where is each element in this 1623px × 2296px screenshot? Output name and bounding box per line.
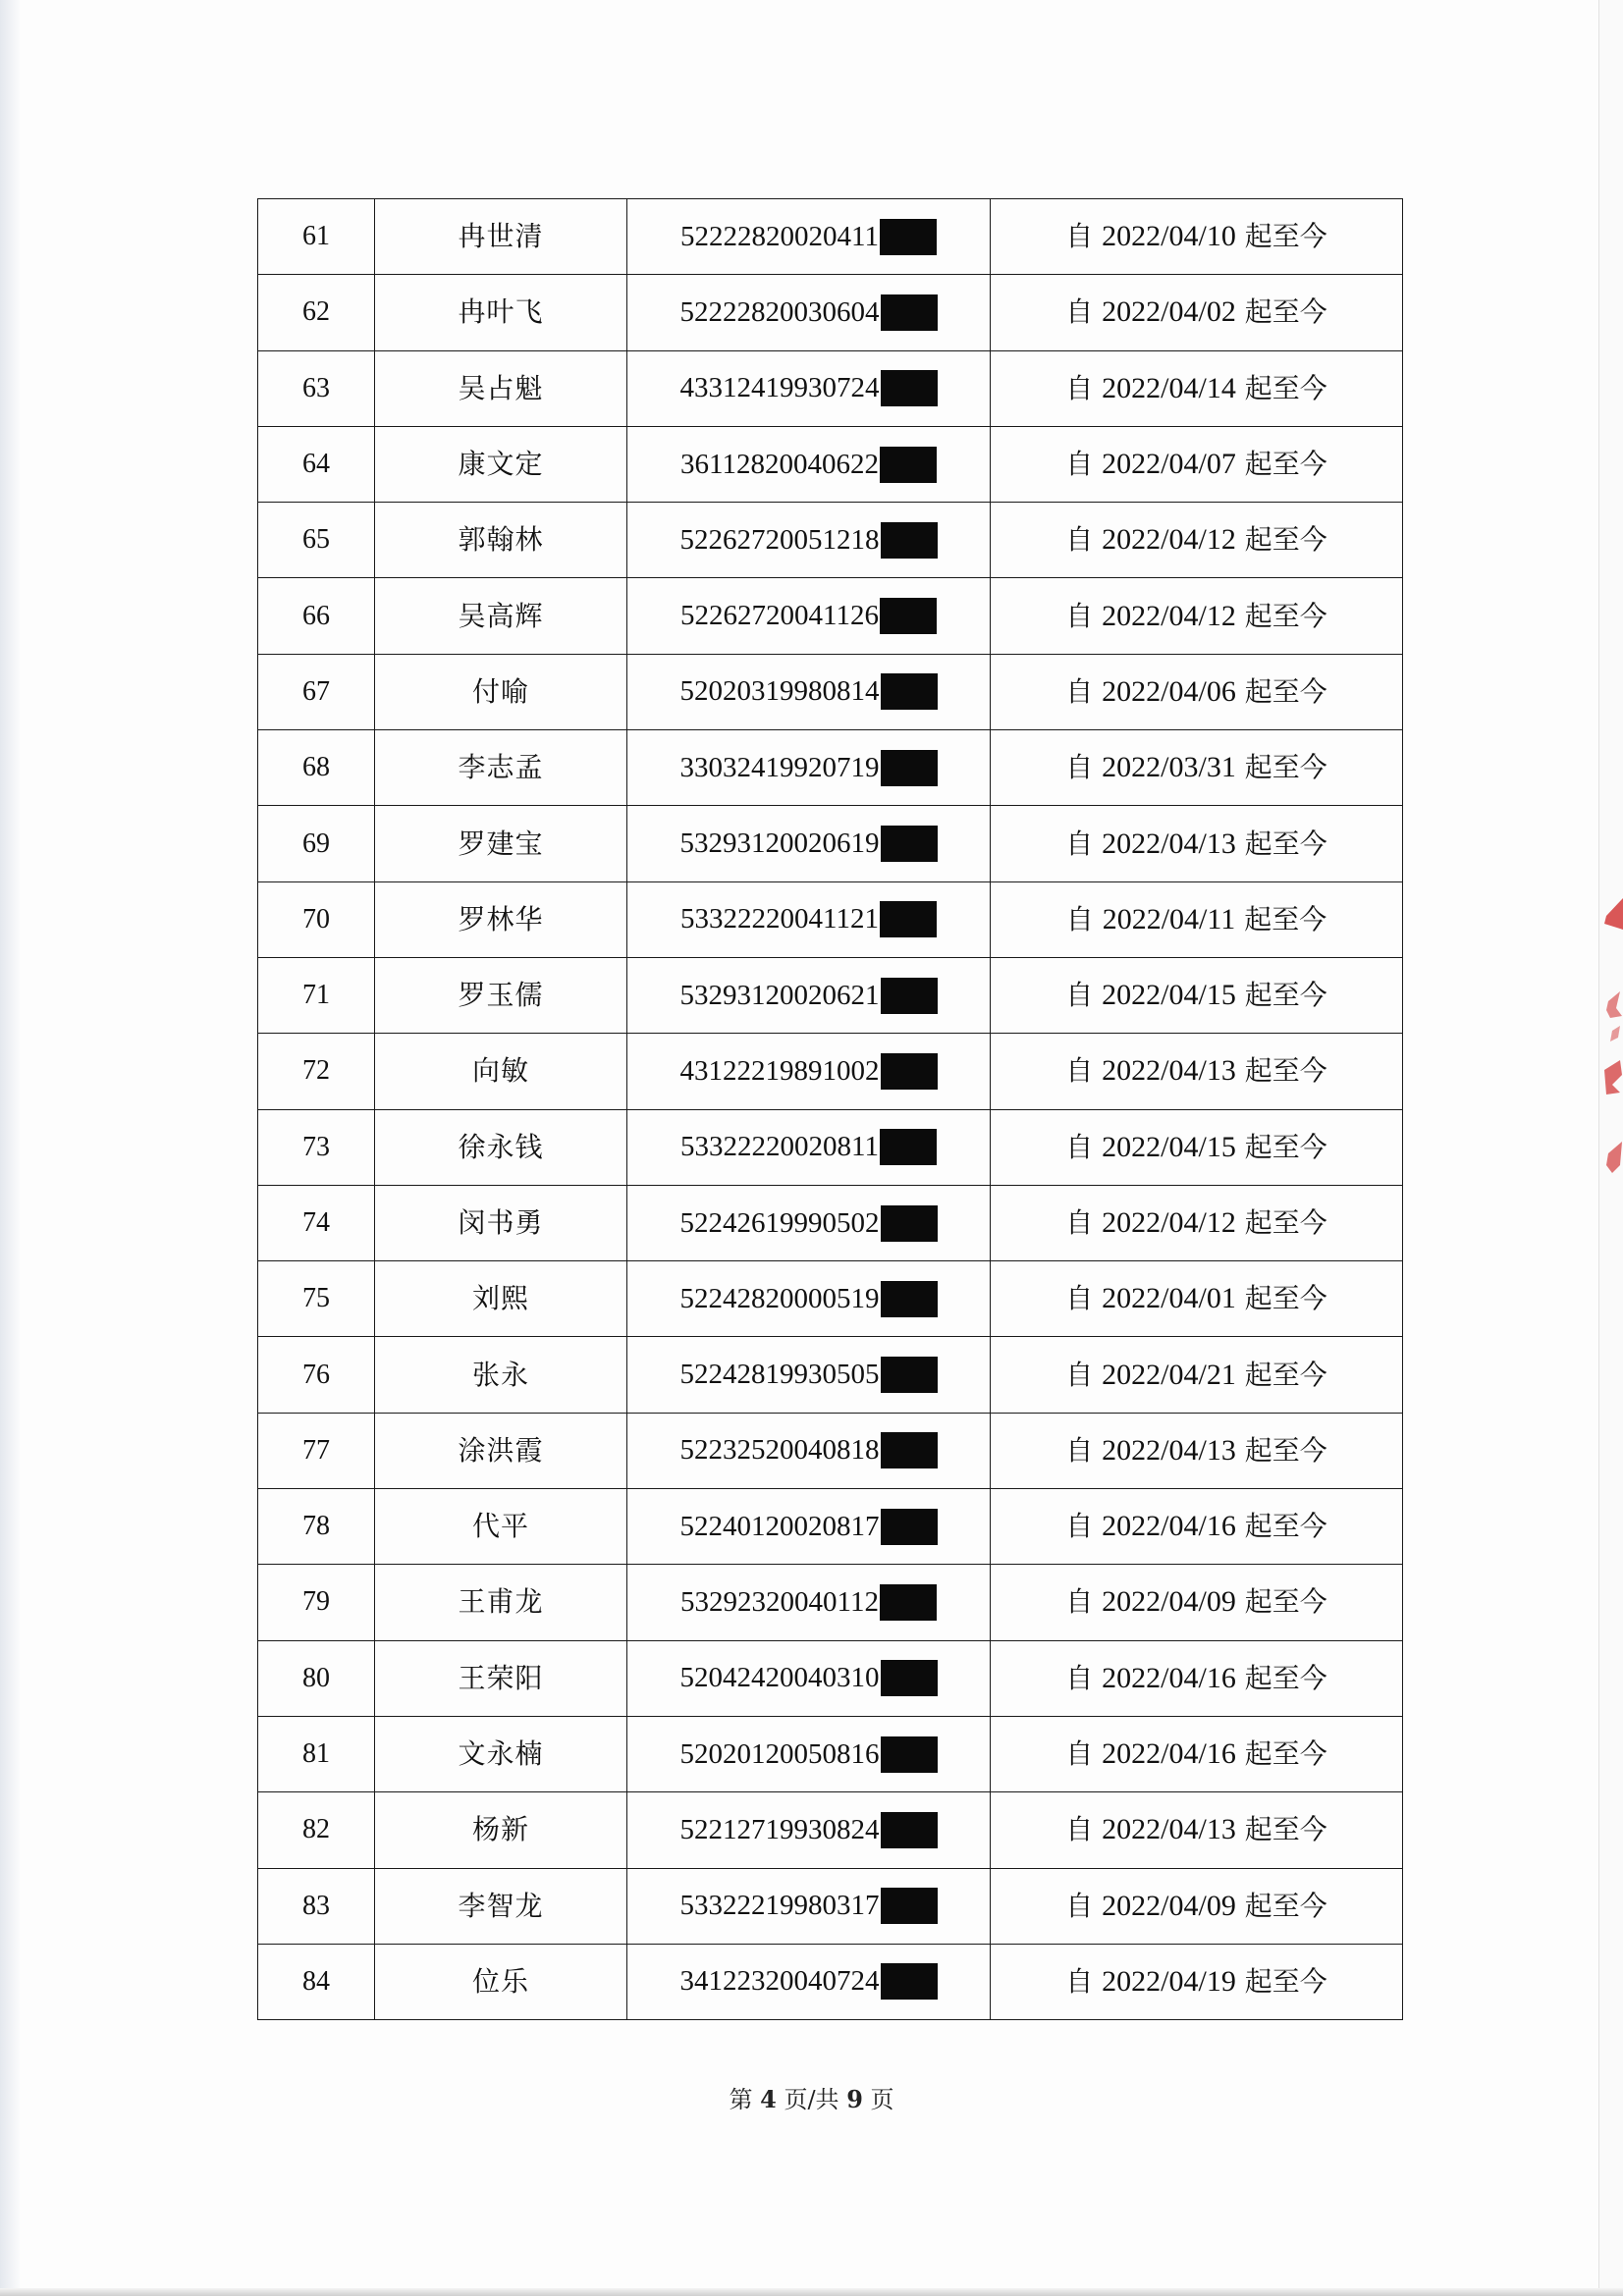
id-number-cell	[627, 1261, 991, 1337]
date-prefix: 自	[1065, 1282, 1094, 1315]
row-number-cell: 64	[258, 426, 375, 502]
id-number-wrap	[680, 826, 938, 862]
date-prefix: 自	[1065, 827, 1094, 860]
table-row	[258, 1565, 1403, 1640]
name-cell: 文永楠	[375, 1716, 627, 1791]
personnel-table-body	[258, 199, 1403, 2020]
employment-date-cell	[991, 1944, 1403, 2019]
redaction-block	[881, 1963, 938, 2000]
table-row	[258, 1640, 1403, 1716]
id-number-visible: 43122219891002	[679, 1054, 880, 1087]
id-number-cell	[627, 654, 991, 729]
name-cell: 冉世清	[375, 199, 627, 275]
id-number-cell	[627, 1640, 991, 1716]
id-number-cell	[627, 1034, 991, 1109]
name-cell: 刘熙	[375, 1261, 627, 1337]
employment-date-cell	[991, 275, 1403, 350]
row-number-cell: 73	[258, 1109, 375, 1185]
date-suffix: 起至今	[1244, 1964, 1327, 1998]
id-number-visible: 53322220041121	[680, 903, 879, 935]
page-footer	[0, 2080, 1623, 2114]
id-number-visible: 53292320040112	[680, 1585, 879, 1618]
partial-red-seal	[1598, 898, 1623, 1193]
id-number-wrap	[680, 1660, 938, 1696]
redaction-block	[880, 219, 937, 255]
id-number-cell	[627, 957, 991, 1033]
date-value: 2022/04/16	[1102, 1510, 1236, 1543]
name-cell: 李智龙	[375, 1868, 627, 1944]
id-number-visible: 52240120020817	[679, 1510, 880, 1542]
id-number-wrap	[680, 1509, 938, 1545]
date-value: 2022/04/09	[1102, 1889, 1236, 1922]
id-number-cell	[627, 1792, 991, 1868]
date-prefix: 自	[1065, 1130, 1094, 1163]
row-number-cell: 78	[258, 1489, 375, 1565]
date-value: 2022/04/12	[1102, 599, 1236, 632]
employment-date-cell	[991, 350, 1403, 426]
row-number-cell: 62	[258, 275, 375, 350]
date-suffix: 起至今	[1244, 902, 1327, 935]
name-cell: 郭翰林	[375, 503, 627, 578]
id-number-wrap	[680, 1357, 938, 1393]
row-number-cell: 80	[258, 1640, 375, 1716]
date-suffix: 起至今	[1244, 1889, 1327, 1922]
id-number-wrap	[680, 750, 938, 786]
row-number-cell: 74	[258, 1185, 375, 1260]
id-number-visible: 52242619990502	[679, 1206, 880, 1239]
redaction-block	[880, 901, 937, 937]
date-prefix: 自	[1065, 1054, 1094, 1088]
date-prefix: 自	[1065, 1813, 1094, 1846]
redaction-block	[880, 598, 937, 634]
table-row	[258, 957, 1403, 1033]
name-cell: 罗建宝	[375, 806, 627, 881]
id-number-cell	[627, 1109, 991, 1185]
row-number-cell: 72	[258, 1034, 375, 1109]
id-number-wrap	[680, 1584, 937, 1621]
date-value: 2022/04/07	[1102, 448, 1236, 481]
date-suffix: 起至今	[1244, 523, 1327, 557]
employment-date-cell	[991, 730, 1403, 806]
date-suffix: 起至今	[1244, 1813, 1327, 1846]
redaction-block	[881, 826, 938, 862]
date-value: 2022/04/13	[1102, 1813, 1236, 1846]
name-cell: 罗林华	[375, 881, 627, 957]
id-number-visible: 52212719930824	[679, 1813, 880, 1845]
table-row	[258, 1185, 1403, 1260]
redaction-block	[881, 673, 938, 710]
name-cell: 代平	[375, 1489, 627, 1565]
id-number-visible: 52232520040818	[679, 1434, 880, 1467]
date-prefix: 自	[1065, 1585, 1094, 1619]
redaction-block	[881, 294, 938, 331]
date-prefix: 自	[1065, 1661, 1094, 1694]
id-number-wrap	[680, 370, 938, 406]
id-number-visible: 53322220020811	[680, 1131, 879, 1163]
id-number-wrap	[680, 673, 938, 710]
date-suffix: 起至今	[1244, 295, 1327, 329]
row-number-cell: 83	[258, 1868, 375, 1944]
table-row	[258, 426, 1403, 502]
id-number-wrap	[680, 1281, 938, 1317]
date-suffix: 起至今	[1244, 979, 1327, 1012]
redaction-block	[881, 522, 938, 559]
table-row	[258, 1413, 1403, 1488]
date-suffix: 起至今	[1244, 1130, 1327, 1163]
table-row	[258, 730, 1403, 806]
row-number-cell: 70	[258, 881, 375, 957]
redaction-block	[881, 1357, 938, 1393]
id-number-cell	[627, 1868, 991, 1944]
row-number-cell: 75	[258, 1261, 375, 1337]
id-number-cell	[627, 1944, 991, 2019]
redaction-block	[880, 447, 937, 483]
date-prefix: 自	[1065, 295, 1094, 329]
row-number-cell: 65	[258, 503, 375, 578]
date-value: 2022/03/31	[1102, 751, 1236, 784]
name-cell: 张永	[375, 1337, 627, 1413]
name-cell: 徐永钱	[375, 1109, 627, 1185]
date-suffix: 起至今	[1244, 1510, 1327, 1543]
id-number-wrap	[680, 1888, 938, 1924]
name-cell: 涂洪霞	[375, 1413, 627, 1488]
id-number-cell	[627, 1185, 991, 1260]
id-number-wrap	[680, 294, 938, 331]
table-row	[258, 806, 1403, 881]
id-number-cell	[627, 1565, 991, 1640]
id-number-visible: 43312419930724	[679, 372, 880, 404]
employment-date-cell	[991, 957, 1403, 1033]
date-suffix: 起至今	[1244, 371, 1327, 404]
id-number-visible: 52042420040310	[679, 1662, 880, 1694]
date-value: 2022/04/16	[1102, 1661, 1236, 1694]
id-number-visible: 52262720051218	[679, 523, 880, 556]
table-row	[258, 1716, 1403, 1791]
id-number-cell	[627, 199, 991, 275]
date-suffix: 起至今	[1244, 599, 1327, 632]
id-number-visible: 33032419920719	[679, 751, 880, 783]
name-cell: 位乐	[375, 1944, 627, 2019]
id-number-wrap	[680, 1812, 938, 1848]
employment-date-cell	[991, 426, 1403, 502]
scan-left-edge	[0, 0, 20, 2296]
date-suffix: 起至今	[1244, 751, 1327, 784]
row-number-cell: 79	[258, 1565, 375, 1640]
date-value: 2022/04/12	[1102, 523, 1236, 557]
id-number-cell	[627, 806, 991, 881]
date-value: 2022/04/13	[1102, 1433, 1236, 1467]
employment-date-cell	[991, 199, 1403, 275]
footer-prefix: 第	[729, 2086, 753, 2113]
redaction-block	[881, 1509, 938, 1545]
redaction-block	[881, 1205, 938, 1242]
id-number-cell	[627, 578, 991, 654]
date-value: 2022/04/01	[1102, 1282, 1236, 1315]
id-number-cell	[627, 1489, 991, 1565]
table-row	[258, 1261, 1403, 1337]
employment-date-cell	[991, 1034, 1403, 1109]
date-prefix: 自	[1065, 1737, 1094, 1771]
date-suffix: 起至今	[1244, 674, 1327, 708]
date-suffix: 起至今	[1244, 1206, 1327, 1239]
date-suffix: 起至今	[1244, 220, 1327, 253]
row-number-cell: 76	[258, 1337, 375, 1413]
name-cell: 罗玉儒	[375, 957, 627, 1033]
date-value: 2022/04/11	[1102, 902, 1236, 935]
date-prefix: 自	[1065, 1964, 1094, 1998]
footer-middle: 页/共	[784, 2086, 839, 2113]
date-value: 2022/04/02	[1102, 295, 1236, 329]
date-value: 2022/04/14	[1102, 371, 1236, 404]
id-number-visible: 53293120020621	[679, 979, 880, 1011]
id-number-cell	[627, 730, 991, 806]
scan-bottom-edge	[0, 2288, 1623, 2296]
date-value: 2022/04/12	[1102, 1206, 1236, 1239]
id-number-visible: 52262720041126	[680, 600, 879, 632]
date-prefix: 自	[1065, 599, 1094, 632]
personnel-table	[257, 198, 1403, 2020]
name-cell: 王甫龙	[375, 1565, 627, 1640]
redaction-block	[880, 1129, 937, 1165]
name-cell: 吴高辉	[375, 578, 627, 654]
id-number-visible: 52222820020411	[680, 220, 879, 252]
id-number-wrap	[680, 598, 937, 634]
row-number-cell: 77	[258, 1413, 375, 1488]
employment-date-cell	[991, 1413, 1403, 1488]
date-suffix: 起至今	[1244, 827, 1327, 860]
table-row	[258, 1792, 1403, 1868]
employment-date-cell	[991, 1489, 1403, 1565]
name-cell: 向敏	[375, 1034, 627, 1109]
id-number-visible: 36112820040622	[680, 448, 879, 480]
table-row	[258, 1489, 1403, 1565]
id-number-visible: 34122320040724	[679, 1965, 880, 1998]
date-prefix: 自	[1065, 220, 1094, 253]
footer-total-pages: 9	[846, 2085, 863, 2113]
footer-page-number: 4	[760, 2085, 777, 2113]
date-suffix: 起至今	[1244, 1054, 1327, 1088]
id-number-visible: 52222820030604	[679, 295, 880, 328]
row-number-cell: 69	[258, 806, 375, 881]
id-number-wrap	[680, 447, 937, 483]
redaction-block	[880, 1584, 937, 1621]
employment-date-cell	[991, 503, 1403, 578]
table-row	[258, 578, 1403, 654]
redaction-block	[881, 1660, 938, 1696]
employment-date-cell	[991, 1565, 1403, 1640]
employment-date-cell	[991, 654, 1403, 729]
date-value: 2022/04/16	[1102, 1737, 1236, 1771]
id-number-cell	[627, 881, 991, 957]
date-value: 2022/04/15	[1102, 979, 1236, 1012]
table-row	[258, 654, 1403, 729]
employment-date-cell	[991, 1261, 1403, 1337]
id-number-wrap	[680, 1736, 938, 1773]
date-suffix: 起至今	[1244, 1737, 1327, 1771]
redaction-block	[881, 370, 938, 406]
redaction-block	[881, 1432, 938, 1468]
employment-date-cell	[991, 806, 1403, 881]
table-row	[258, 1034, 1403, 1109]
redaction-block	[881, 750, 938, 786]
date-value: 2022/04/15	[1102, 1130, 1236, 1163]
date-prefix: 自	[1065, 1358, 1094, 1391]
table-row	[258, 350, 1403, 426]
date-prefix: 自	[1065, 979, 1094, 1012]
name-cell: 吴占魁	[375, 350, 627, 426]
table-row	[258, 275, 1403, 350]
date-prefix: 自	[1065, 1433, 1094, 1467]
employment-date-cell	[991, 1185, 1403, 1260]
row-number-cell: 66	[258, 578, 375, 654]
date-prefix: 自	[1065, 1510, 1094, 1543]
employment-date-cell	[991, 1640, 1403, 1716]
date-prefix: 自	[1065, 371, 1094, 404]
date-suffix: 起至今	[1244, 1661, 1327, 1694]
name-cell: 王荣阳	[375, 1640, 627, 1716]
row-number-cell: 81	[258, 1716, 375, 1791]
date-value: 2022/04/09	[1102, 1585, 1236, 1619]
date-prefix: 自	[1065, 902, 1094, 935]
date-value: 2022/04/13	[1102, 827, 1236, 860]
row-number-cell: 71	[258, 957, 375, 1033]
row-number-cell: 67	[258, 654, 375, 729]
date-value: 2022/04/13	[1102, 1054, 1236, 1088]
date-prefix: 自	[1065, 1206, 1094, 1239]
date-prefix: 自	[1065, 674, 1094, 708]
row-number-cell: 84	[258, 1944, 375, 2019]
redaction-block	[881, 1053, 938, 1090]
redaction-block	[881, 1281, 938, 1317]
date-value: 2022/04/06	[1102, 674, 1236, 708]
id-number-wrap	[680, 901, 937, 937]
id-number-cell	[627, 426, 991, 502]
table-row	[258, 1944, 1403, 2019]
id-number-visible: 52020120050816	[679, 1737, 880, 1770]
id-number-wrap	[680, 978, 938, 1014]
employment-date-cell	[991, 578, 1403, 654]
id-number-cell	[627, 350, 991, 426]
id-number-wrap	[680, 1053, 938, 1090]
date-suffix: 起至今	[1244, 1585, 1327, 1619]
employment-date-cell	[991, 1109, 1403, 1185]
id-number-wrap	[680, 1963, 938, 2000]
id-number-cell	[627, 1337, 991, 1413]
id-number-visible: 53293120020619	[679, 828, 880, 860]
employment-date-cell	[991, 1337, 1403, 1413]
date-prefix: 自	[1065, 448, 1094, 481]
date-value: 2022/04/19	[1102, 1964, 1236, 1998]
name-cell: 杨新	[375, 1792, 627, 1868]
date-suffix: 起至今	[1244, 1433, 1327, 1467]
id-number-cell	[627, 275, 991, 350]
row-number-cell: 68	[258, 730, 375, 806]
id-number-cell	[627, 503, 991, 578]
redaction-block	[881, 1888, 938, 1924]
date-prefix: 自	[1065, 1889, 1094, 1922]
redaction-block	[881, 978, 938, 1014]
id-number-cell	[627, 1413, 991, 1488]
id-number-visible: 53322219980317	[679, 1890, 880, 1922]
date-suffix: 起至今	[1244, 448, 1327, 481]
footer-suffix: 页	[870, 2086, 894, 2113]
table-row	[258, 503, 1403, 578]
redaction-block	[881, 1812, 938, 1848]
name-cell: 冉叶飞	[375, 275, 627, 350]
table-row	[258, 199, 1403, 275]
employment-date-cell	[991, 1868, 1403, 1944]
name-cell: 闵书勇	[375, 1185, 627, 1260]
date-suffix: 起至今	[1244, 1282, 1327, 1315]
id-number-wrap	[680, 1205, 938, 1242]
id-number-visible: 52242820000519	[679, 1282, 880, 1314]
row-number-cell: 82	[258, 1792, 375, 1868]
row-number-cell: 63	[258, 350, 375, 426]
date-prefix: 自	[1065, 523, 1094, 557]
employment-date-cell	[991, 1716, 1403, 1791]
table-row	[258, 1109, 1403, 1185]
redaction-block	[881, 1736, 938, 1773]
employment-date-cell	[991, 881, 1403, 957]
name-cell: 康文定	[375, 426, 627, 502]
row-number-cell: 61	[258, 199, 375, 275]
employment-date-cell	[991, 1792, 1403, 1868]
date-value: 2022/04/21	[1102, 1358, 1236, 1391]
id-number-visible: 52020319980814	[679, 675, 880, 708]
id-number-visible: 52242819930505	[679, 1359, 880, 1391]
date-prefix: 自	[1065, 751, 1094, 784]
id-number-wrap	[680, 1129, 937, 1165]
id-number-wrap	[680, 522, 938, 559]
table-row	[258, 881, 1403, 957]
table-row	[258, 1868, 1403, 1944]
table-row	[258, 1337, 1403, 1413]
id-number-wrap	[680, 1432, 938, 1468]
id-number-wrap	[680, 219, 937, 255]
date-value: 2022/04/10	[1102, 220, 1236, 253]
date-suffix: 起至今	[1244, 1358, 1327, 1391]
id-number-cell	[627, 1716, 991, 1791]
name-cell: 李志孟	[375, 730, 627, 806]
name-cell: 付喻	[375, 654, 627, 729]
